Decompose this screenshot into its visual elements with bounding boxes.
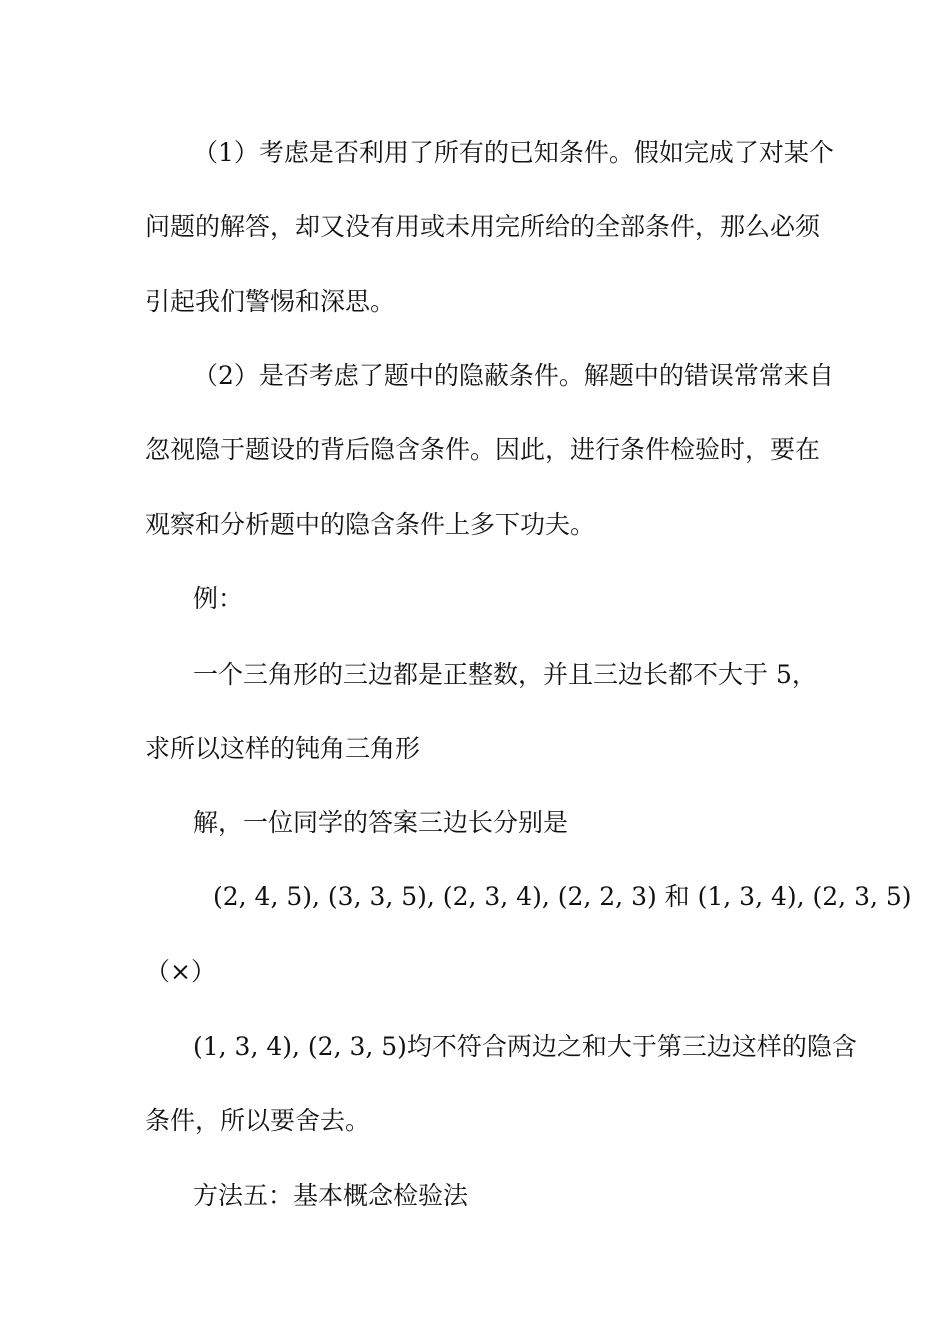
paragraph-line: 解，一位同学的答案三边长分别是 [193, 808, 569, 837]
tuple-list-line: (2, 4, 5), (3, 3, 5), (2, 3, 4), (2, 2, 3) 和 (1, 3, 4), (2, 3, 5) [213, 882, 912, 911]
paragraph-line: 观察和分析题中的隐含条件上多下功夫。 [145, 510, 596, 539]
paragraph-line: 引起我们警惕和深思。 [145, 287, 396, 316]
paragraph-line: （2）是否考虑了题中的隐蔽条件。解题中的错误常常来自 [193, 361, 834, 390]
section-heading: 方法五：基本概念检验法 [193, 1181, 469, 1210]
paragraph-line: 问题的解答，却又没有用或未用完所给的全部条件，那么必须 [145, 212, 821, 241]
cross-mark-line: （×） [145, 957, 216, 986]
example-label: 例： [193, 584, 244, 613]
paragraph-line: (1, 3, 4), (2, 3, 5)均不符合两边之和大于第三边这样的隐含 [193, 1032, 857, 1061]
paragraph-line: 条件，所以要舍去。 [145, 1106, 371, 1135]
paragraph-line: 一个三角形的三边都是正整数，并且三边长都不大于 5， [193, 660, 817, 689]
paragraph-line: 忽视隐于题设的背后隐含条件。因此，进行条件检验时，要在 [145, 435, 821, 464]
paragraph-line: 求所以这样的钝角三角形 [145, 734, 421, 763]
paragraph-line: （1）考虑是否利用了所有的已知条件。假如完成了对某个 [193, 138, 834, 167]
